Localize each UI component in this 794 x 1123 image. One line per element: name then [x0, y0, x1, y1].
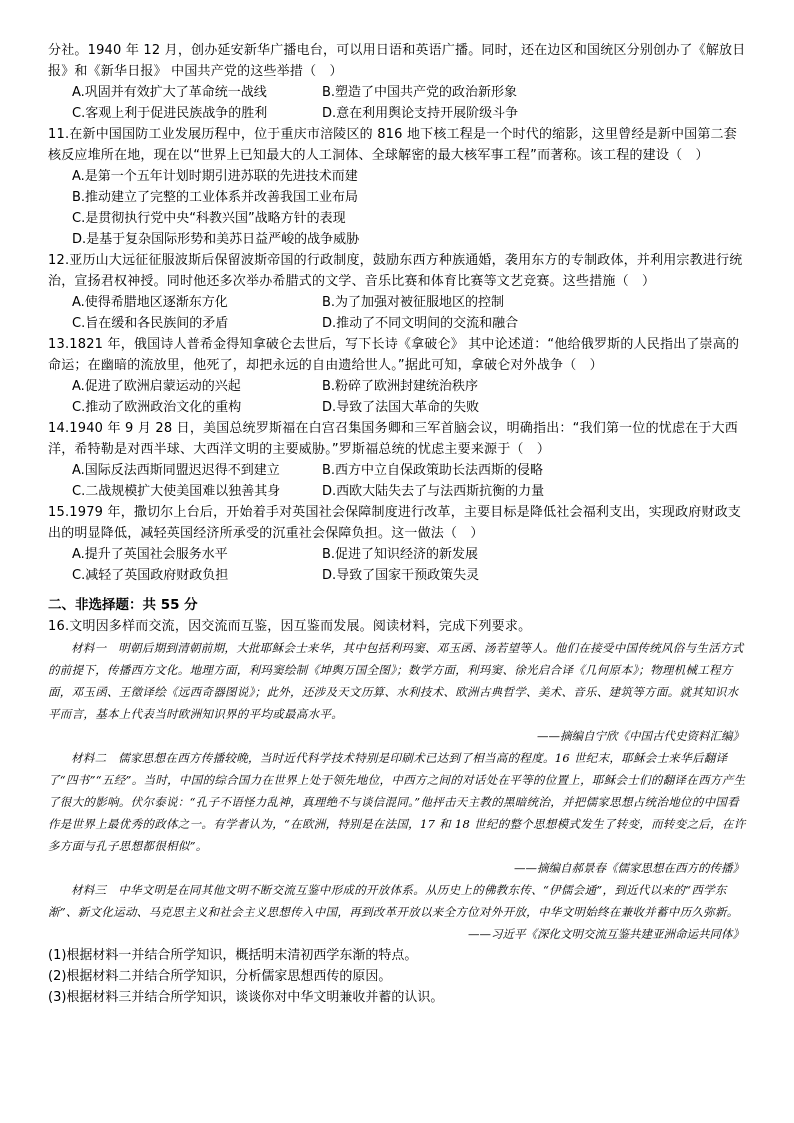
q10-option-a: A.巩固并有效扩大了革命统一战线: [72, 85, 267, 100]
q11-option-c: C.是贯彻执行党中央“科教兴国”战略方针的表现: [72, 211, 346, 226]
q13-options: [48, 376, 746, 418]
q10-option-c: C.客观上利于促进民族战争的胜利: [72, 106, 268, 121]
q16-sub-1: (1)根据材料一并结合所学知识，概括明末清初西学东渐的特点。: [48, 948, 418, 963]
q14-option-d: D.西欧大陆失去了与法西斯抗衡的力量: [322, 484, 545, 499]
q13-option-d: D.导致了法国大革命的失败: [322, 400, 480, 415]
q11-option-b: B.推动建立了完整的工业体系并改善我国工业布局: [72, 190, 359, 205]
q16-material-3: 材料三 中华文明是在同其他文明不断交流互鉴中形成的开放体系。从历史上的佛教东传、“伊儒会通”，到近代以来的“西学东渐”、新文化运动、马克思主义和社会主义思想传入中国，再到改革开放以来全方位对外开放，中华文明始终在兼收并蓄中历久弥新。: [48, 883, 739, 919]
q10-options: [48, 82, 746, 124]
q14-option-c: C.二战规模扩大使美国难以独善其身: [72, 484, 281, 499]
q11-stem: 11.在新中国国防工业发展历程中，位于重庆市涪陵区的 816 地下核工程是一个时代的缩影，这里曾经是新中国第二套核反应堆所在地，现在以“世界上已知最大的人工洞体、全球解密的最大核军事工程”而著称。该工程的建设（ ）: [48, 127, 737, 163]
q11-option-d: D.是基于复杂国际形势和美苏日益严峻的战争威胁: [72, 232, 360, 247]
q15-option-a: A.提升了英国社会服务水平: [72, 547, 228, 562]
q16-source-1: ——摘编自宁欣《中国古代史资料汇编》: [537, 729, 744, 743]
q16-sub-2: (2)根据材料二并结合所学知识，分析儒家思想西传的原因。: [48, 969, 392, 984]
q14-options: [48, 460, 746, 502]
q11-options: [48, 166, 746, 250]
q16-sub-3: (3)根据材料三并结合所学知识，谈谈你对中华文明兼收并蓄的认识。: [48, 990, 444, 1005]
q13-option-b: B.粉碎了欧洲封建统治秩序: [322, 379, 479, 394]
q16-source-3: ——习近平《深化文明交流互鉴共建亚洲命运共同体》: [468, 927, 744, 941]
q15-option-c: C.减轻了英国政府财政负担: [72, 568, 229, 583]
q12-option-a: A.使得希腊地区逐渐东方化: [72, 295, 228, 310]
q12-option-c: C.旨在缓和各民族间的矛盾: [72, 316, 229, 331]
q14-option-a: A.国际反法西斯同盟迟迟得不到建立: [72, 463, 280, 478]
q11-option-a: A.是第一个五年计划时期引进苏联的先进技术而建: [72, 169, 358, 184]
q13-stem: 13.1821 年，俄国诗人普希金得知拿破仑去世后，写下长诗《拿破仑》 其中论述道：“他给俄罗斯的人民指出了崇高的命运；在幽暗的流放里，他死了，却把永远的自由遗给世人。”据此可知，拿破仑对外战争（ ）: [48, 337, 740, 373]
q14-option-b: B.西方中立自保政策助长法西斯的侵略: [322, 463, 544, 478]
q16-source-2: ——摘编自郝景春《儒家思想在西方的传播》: [514, 861, 744, 875]
q10-option-b: B.塑造了中国共产党的政治新形象: [322, 85, 518, 100]
q12-option-b: B.为了加强对被征服地区的控制: [322, 295, 505, 310]
q13-option-a: A.促进了欧洲启蒙运动的兴起: [72, 379, 241, 394]
section-title: 二、非选择题：共 55 分: [48, 597, 198, 613]
q12-option-d: D.推动了不同文明间的交流和融合: [322, 316, 519, 331]
q16-stem: 16.文明因多样而交流，因交流而互鉴，因互鉴而发展。阅读材料，完成下列要求。: [48, 619, 532, 634]
q15-option-d: D.导致了国家干预政策失灵: [322, 568, 480, 583]
q16-material-1: 材料一 明朝后期到清朝前期，大批耶稣会士来华，其中包括利玛窦、邓玉函、汤若望等人。他们在接受中国传统风俗与生活方式的前提下，传播西方文化。地理方面，利玛窦绘制《坤舆万国全图》；数学方面，利玛窦、徐光启合译《几何原本》；物理机械工程方面，邓玉函、王徵译绘《远西奇器图说》；此外，还涉及天文历算、水利技术、欧洲古典哲学、美术、音乐、建筑等方面。就其知识水平而言，基本上代表当时欧洲知识界的平均或最高水平。: [48, 641, 744, 721]
q16-material-2: 材料二 儒家思想在西方传播较晚，当时近代科学技术特别是印刷术已达到了相当高的程度。16 世纪末，耶稣会士来华后翻译了“四书”“五经”。当时，中国的综合国力在世界上处于领先地位，中西方之间的对话处在平等的位置上，耶稣会士们的翻译在西方产生了很大的影响。伏尔泰说：“孔子不语怪力乱神，真理绝不与谈信混同。”他抨击天主教的黑暗统治，并把儒家思想占统治地位的中国看作是世界上最优秀的政体之一。有学者认为，“在欧洲，特别是在法国，17 和 18 世纪的整个思想模式发生了转变，而转变之后，在许多方面与孔子思想都很相似”。: [48, 751, 746, 853]
q14-stem: 14.1940 年 9 月 28 日，美国总统罗斯福在白宫召集国务卿和三军首脑会议，明确指出：“我们第一位的忧虑在于大西洋，希特勒是对西半球、大西洋文明的主要威胁。”罗斯福总统的忧虑主要来源于（ ）: [48, 421, 738, 457]
q15-option-b: B.促进了知识经济的新发展: [322, 547, 479, 562]
q12-stem: 12.亚历山大远征征服波斯后保留波斯帝国的行政制度，鼓励东西方种族通婚，袭用东方的专制政体，并利用宗教进行统治，宣扬君权神授。同时他还多次举办希腊式的文学、音乐比赛和体育比赛等文艺竞赛。这些措施（ ）: [48, 253, 743, 289]
q10-stem: 分社。1940 年 12 月，创办延安新华广播电台，可以用日语和英语广播。同时，还在边区和国统区分别创办了《解放日报》和《新华日报》 中国共产党的这些举措（ ）: [48, 43, 746, 79]
q15-stem: 15.1979 年，撒切尔上台后，开始着手对英国社会保障制度进行改革，主要目标是降低社会福利支出，实现政府财政支出的明显降低，减轻英国经济所承受的沉重社会保障负担。这一做法（ ）: [48, 505, 742, 541]
q15-options: [48, 544, 746, 586]
q13-option-c: C.推动了欧洲政治文化的重构: [72, 400, 242, 415]
q10-option-d: D.意在利用舆论支持开展阶级斗争: [322, 106, 519, 121]
q12-options: [48, 292, 746, 334]
